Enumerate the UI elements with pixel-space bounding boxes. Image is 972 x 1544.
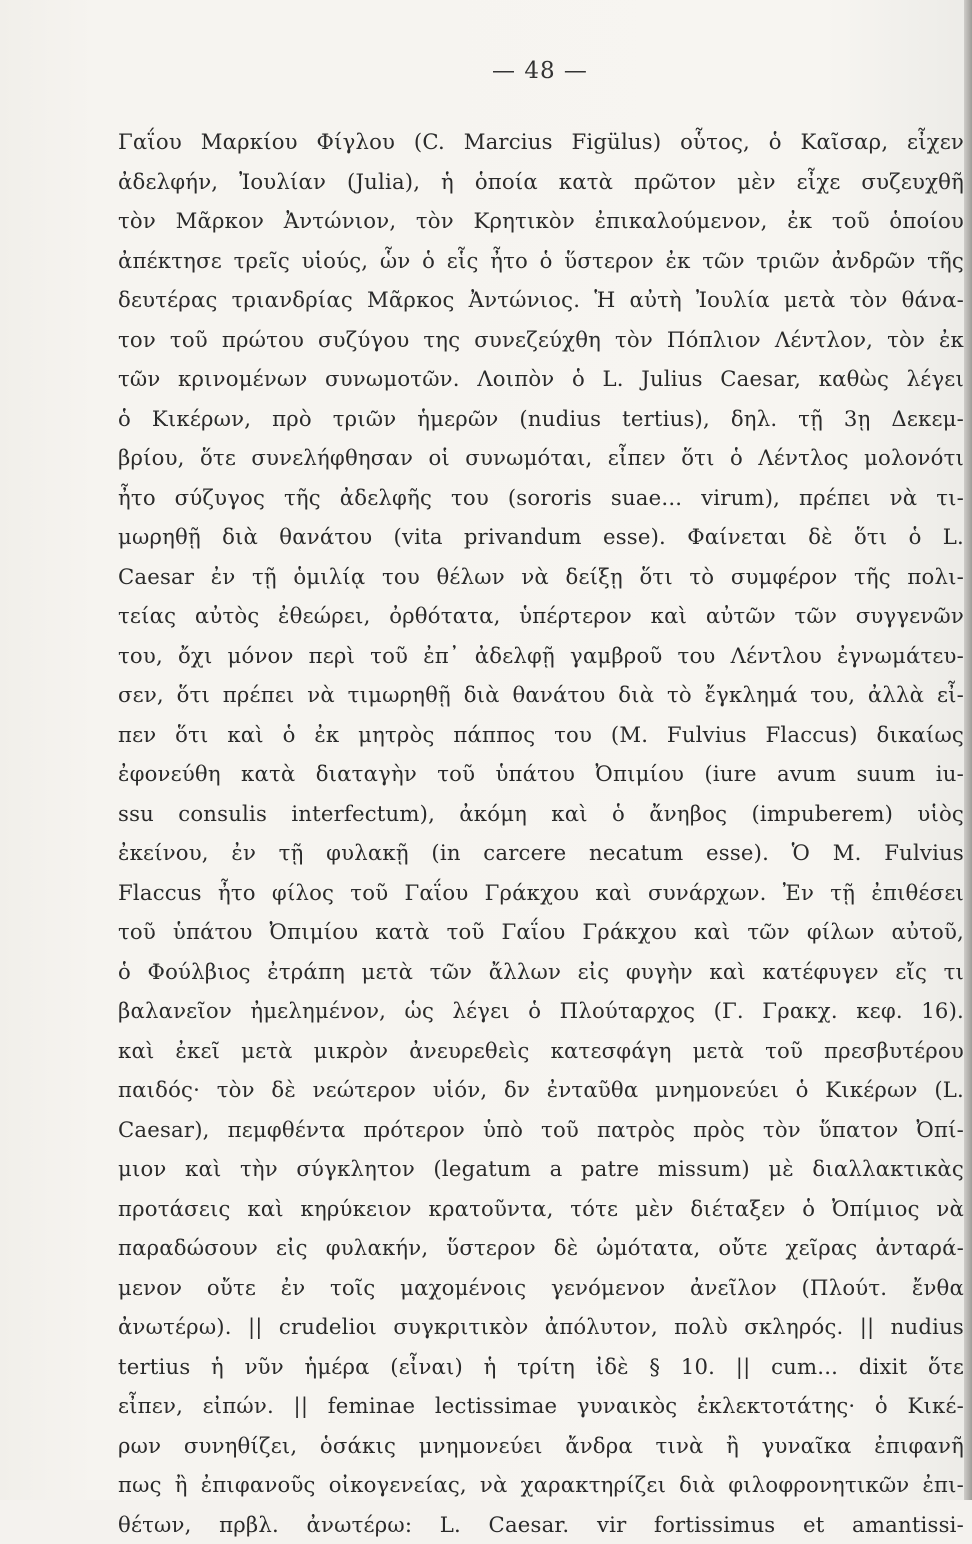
body-text (118, 122, 964, 1544)
text-line: παιδός· τὸν δὲ νεώτερον υἱόν, δν ἐνταῦθα μνημονεύει ὁ Κικέρων (L. (118, 1070, 964, 1110)
text-line: προτάσεις καὶ κηρύκειον κρατοῦντα, τότε μὲν διέταξεν ὁ Ὀπίμιος νὰ (118, 1189, 964, 1229)
text-line: μενον οὔτε ἐν τοῖς μαχομένοις γενόμενον ἀνεῖλον (Πλούτ. ἔνθα (118, 1268, 964, 1308)
text-line: μιον καὶ τὴν σύγκλητον (legatum a patre missum) μὲ διαλλακτικὰς (118, 1149, 964, 1189)
text-line: Caesar), πεμφθέντα πρότερον ὑπὸ τοῦ πατρὸς πρὸς τὸν ὕπατον Ὀπί- (118, 1110, 964, 1150)
text-line: ὁ Κικέρων, πρὸ τριῶν ἡμερῶν (nudius tertius), δηλ. τῇ 3ῃ Δεκεμ- (118, 399, 964, 439)
text-line: τοῦ ὑπάτου Ὀπιμίου κατὰ τοῦ Γαΐου Γράκχου καὶ τῶν φίλων αὐτοῦ, (118, 912, 964, 952)
text-line: παραδώσουν εἰς φυλακήν, ὕστερον δὲ ὠμότατα, οὔτε χεῖρας ἀνταρά- (118, 1228, 964, 1268)
text-line: πως ἢ ἐπιφανοῦς οἰκογενείας, νὰ χαρακτηρίζει διὰ φιλοφρονητικῶν ἐπι- (118, 1465, 964, 1505)
text-line: καὶ ἐκεῖ μετὰ μικρὸν ἀνευρεθεὶς κατεσφάγη μετὰ τοῦ πρεσβυτέρου (118, 1031, 964, 1071)
text-line: βρίου, ὅτε συνελήφθησαν οἱ συνωμόται, εἶπεν ὅτι ὁ Λέντλος μολονότι (118, 438, 964, 478)
text-line: τείας αὐτὸς ἐθεώρει, ὀρθότατα, ὑπέρτερον καὶ αὐτῶν τῶν συγγενῶν (118, 596, 964, 636)
text-line: του, ὄχι μόνον περὶ τοῦ ἐπ᾽ ἀδελφῇ γαμβροῦ του Λέντλου ἐγνωμάτευ- (118, 636, 964, 676)
text-line: δευτέρας τριανδρίας Μᾶρκος Ἀντώνιος. Ἡ αὐτὴ Ἰουλία μετὰ τὸν θάνα- (118, 280, 964, 320)
text-line: θέτων, πρβλ. ἀνωτέρω: L. Caesar. vir fortissimus et amantissi- (118, 1505, 964, 1544)
text-line: ἐκείνου, ἐν τῇ φυλακῇ (in carcere necatum esse). Ὁ M. Fulvius (118, 833, 964, 873)
text-line: ὁ Φούλβιος ἐτράπη μετὰ τῶν ἄλλων εἰς φυγὴν καὶ κατέφυγεν εἴς τι (118, 952, 964, 992)
text-line: τὸν Μᾶρκον Ἀντώνιον, τὸν Κρητικὸν ἐπικαλούμενον, ἐκ τοῦ ὁποίου (118, 201, 964, 241)
page-edge-shadow (964, 0, 972, 1500)
text-line: βαλανεῖον ἠμελημένον, ὡς λέγει ὁ Πλούταρχος (Γ. Γρακχ. κεφ. 16). (118, 991, 964, 1031)
text-line: ρων συνηθίζει, ὁσάκις μνημονεύει ἄνδρα τινὰ ἢ γυναῖκα ἐπιφανῆ (118, 1426, 964, 1466)
text-line: τῶν κρινομένων συνωμοτῶν. Λοιπὸν ὁ L. Julius Caesar, καθὼς λέγει (118, 359, 964, 399)
text-line: ssu consulis interfectum), ἀκόμη καὶ ὁ ἄνηβος (impuberem) υἱὸς (118, 794, 964, 834)
text-line: εἶπεν, εἰπών. || feminae lectissimae γυναικὸς ἐκλεκτοτάτης· ὁ Κικέ- (118, 1386, 964, 1426)
text-line: τον τοῦ πρώτου συζύγου της συνεζεύχθη τὸν Πόπλιον Λέντλον, τὸν ἐκ (118, 320, 964, 360)
text-line: Γαΐου Μαρκίου Φίγλου (C. Marcius Figülus) οὗτος, ὁ Καῖσαρ, εἶχεν (118, 122, 964, 162)
text-line: ἀδελφήν, Ἰουλίαν (Julia), ἡ ὁποία κατὰ πρῶτον μὲν εἶχε συζευχθῆ (118, 162, 964, 202)
text-line: σεν, ὅτι πρέπει νὰ τιμωρηθῇ διὰ θανάτου διὰ τὸ ἔγκλημά του, ἀλλὰ εἶ- (118, 675, 964, 715)
text-line: Flaccus ἦτο φίλος τοῦ Γαΐου Γράκχου καὶ συνάρχων. Ἐν τῇ ἐπιθέσει (118, 873, 964, 913)
text-line: tertius ἡ νῦν ἡμέρα (εἶναι) ἡ τρίτη ἰδὲ § 10. || cum... dixit ὅτε (118, 1347, 964, 1387)
text-line: ἀνωτέρω). || crudeliοι συγκριτικὸν ἀπόλυτον, πολὺ σκληρός. || nudius (118, 1307, 964, 1347)
text-line: Caesar ἐν τῇ ὁμιλίᾳ του θέλων νὰ δείξῃ ὅτι τὸ συμφέρον τῆς πολι- (118, 557, 964, 597)
text-line: πεν ὅτι καὶ ὁ ἐκ μητρὸς πάππος του (M. Fulvius Flaccus) δικαίως (118, 715, 964, 755)
text-line: ἦτο σύζυγος τῆς ἀδελφῆς του (sororis suae... virum), πρέπει νὰ τι- (118, 478, 964, 518)
text-line: ἀπέκτησε τρεῖς υἱούς, ὧν ὁ εἷς ἦτο ὁ ὕστερον ἐκ τῶν τριῶν ἀνδρῶν τῆς (118, 241, 964, 281)
text-line: μωρηθῇ διὰ θανάτου (vita privandum esse). Φαίνεται δὲ ὅτι ὁ L. (118, 517, 964, 557)
page-number: — 48 — (0, 58, 972, 84)
text-line: ἐφονεύθη κατὰ διαταγὴν τοῦ ὑπάτου Ὀπιμίου (iure avum suum iu- (118, 754, 964, 794)
